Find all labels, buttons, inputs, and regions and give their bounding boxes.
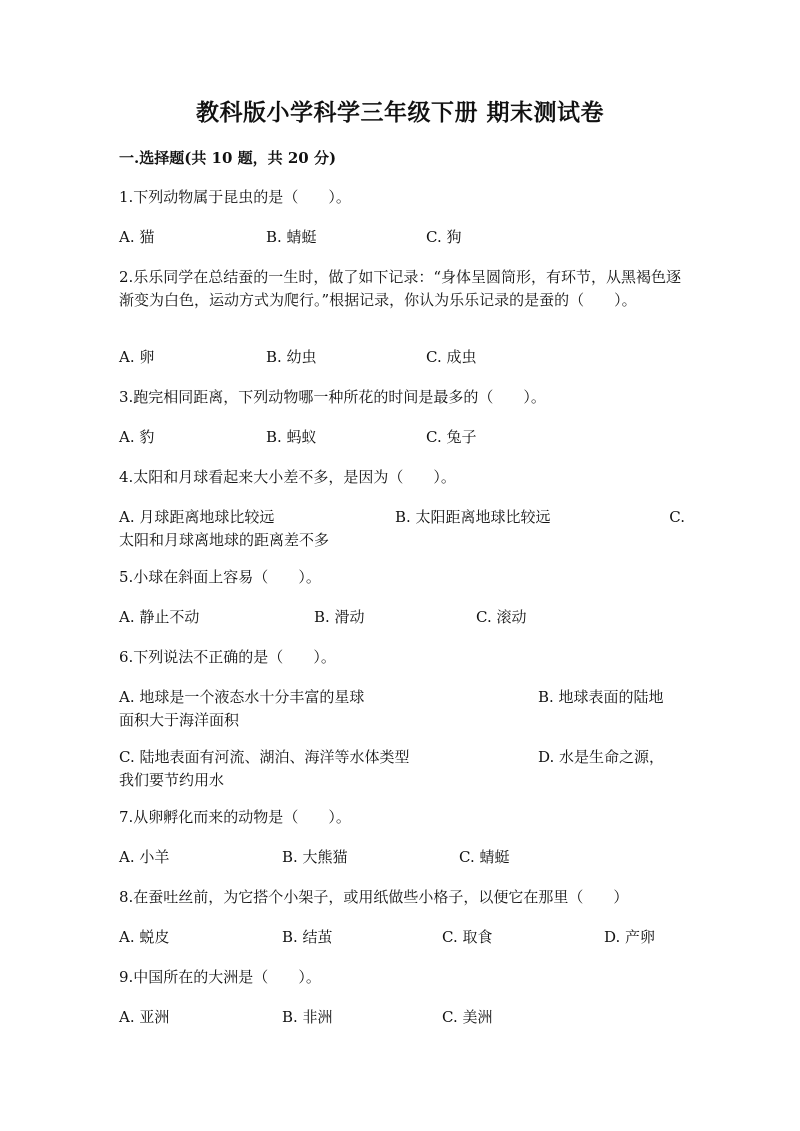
question-6-option-b-line2[interactable]: 面积大于海洋面积: [119, 711, 240, 729]
question-4-option-c-line1[interactable]: C.: [669, 508, 685, 526]
question-8-options: [119, 926, 685, 949]
question-8-option-c[interactable]: C. 取食: [442, 928, 493, 946]
question-7-options: [119, 846, 685, 869]
question-7-option-a[interactable]: A. 小羊: [119, 848, 170, 866]
question-6-option-a[interactable]: A. 地球是一个液态水十分丰富的星球: [119, 688, 365, 706]
question-6-option-b-line1[interactable]: B. 地球表面的陆地: [538, 688, 664, 706]
question-8-option-b[interactable]: B. 结茧: [282, 928, 333, 946]
question-3-stem: 3.跑完相同距离，下列动物哪一种所花的时间是最多的（ ）。: [119, 388, 546, 406]
section-heading: 一.选择题(共 10 题，共 20 分): [119, 149, 337, 167]
question-7-stem: 7.从卵孵化而来的动物是（ ）。: [119, 808, 351, 826]
question-8-stem: 8.在蚕吐丝前，为它搭个小架子，或用纸做些小格子，以便它在那里（ ）: [119, 888, 629, 906]
question-1-option-c[interactable]: C. 狗: [426, 228, 462, 246]
question-9-option-a[interactable]: A. 亚洲: [119, 1008, 170, 1026]
question-8-option-d[interactable]: D. 产卵: [604, 928, 656, 946]
question-3-options: [119, 426, 685, 449]
question-4-option-c-line2[interactable]: 太阳和月球离地球的距离差不多: [119, 531, 330, 549]
question-2-option-c[interactable]: C. 成虫: [426, 348, 477, 366]
question-9-stem: 9.中国所在的大洲是（ ）。: [119, 968, 321, 986]
question-2-option-b[interactable]: B. 幼虫: [266, 348, 317, 366]
question-2-options: [119, 346, 685, 369]
question-7-option-b[interactable]: B. 大熊猫: [282, 848, 348, 866]
question-3-option-a[interactable]: A. 豹: [119, 428, 155, 446]
question-5-options: [119, 606, 685, 629]
question-4-option-a[interactable]: A. 月球距离地球比较远: [119, 508, 275, 526]
question-4-option-c-wrap: [119, 506, 685, 552]
question-1-option-b[interactable]: B. 蜻蜓: [266, 228, 317, 246]
question-2-stem: 2.乐乐同学在总结蚕的一生时，做了如下记录：“身体呈圆筒形，有环节，从黑褐色逐渐变为白色，运动方式为爬行。”根据记录，你认为乐乐记录的是蚕的（ ）。: [119, 268, 681, 309]
question-4-option-b[interactable]: B. 太阳距离地球比较远: [395, 508, 551, 526]
question-4-stem: 4.太阳和月球看起来大小差不多，是因为（ ）。: [119, 468, 456, 486]
question-3-option-b[interactable]: B. 蚂蚁: [266, 428, 317, 446]
question-6-option-d-line2[interactable]: 我们要节约用水: [119, 771, 225, 789]
question-3-option-c[interactable]: C. 兔子: [426, 428, 477, 446]
question-9-option-b[interactable]: B. 非洲: [282, 1008, 333, 1026]
question-8-option-a[interactable]: A. 蜕皮: [119, 928, 170, 946]
question-5-option-a[interactable]: A. 静止不动: [119, 608, 200, 626]
question-1-stem: 1.下列动物属于昆虫的是（ ）。: [119, 188, 351, 206]
question-6-option-d-line1[interactable]: D. 水是生命之源，: [538, 748, 665, 766]
question-9-option-c[interactable]: C. 美洲: [442, 1008, 493, 1026]
question-6-stem: 6.下列说法不正确的是（ ）。: [119, 648, 336, 666]
question-9-options: [119, 1006, 685, 1029]
question-1-options: [119, 226, 685, 249]
question-7-option-c[interactable]: C. 蜻蜓: [459, 848, 510, 866]
question-6-option-c[interactable]: C. 陆地表面有河流、湖泊、海洋等水体类型: [119, 748, 410, 766]
question-5-stem: 5.小球在斜面上容易（ ）。: [119, 568, 321, 586]
question-5-option-b[interactable]: B. 滑动: [314, 608, 365, 626]
question-1-option-a[interactable]: A. 猫: [119, 228, 155, 246]
question-2-option-a[interactable]: A. 卵: [119, 348, 155, 366]
question-5-option-c[interactable]: C. 滚动: [476, 608, 527, 626]
page-title: 教科版小学科学三年级下册 期末测试卷: [195, 99, 604, 126]
